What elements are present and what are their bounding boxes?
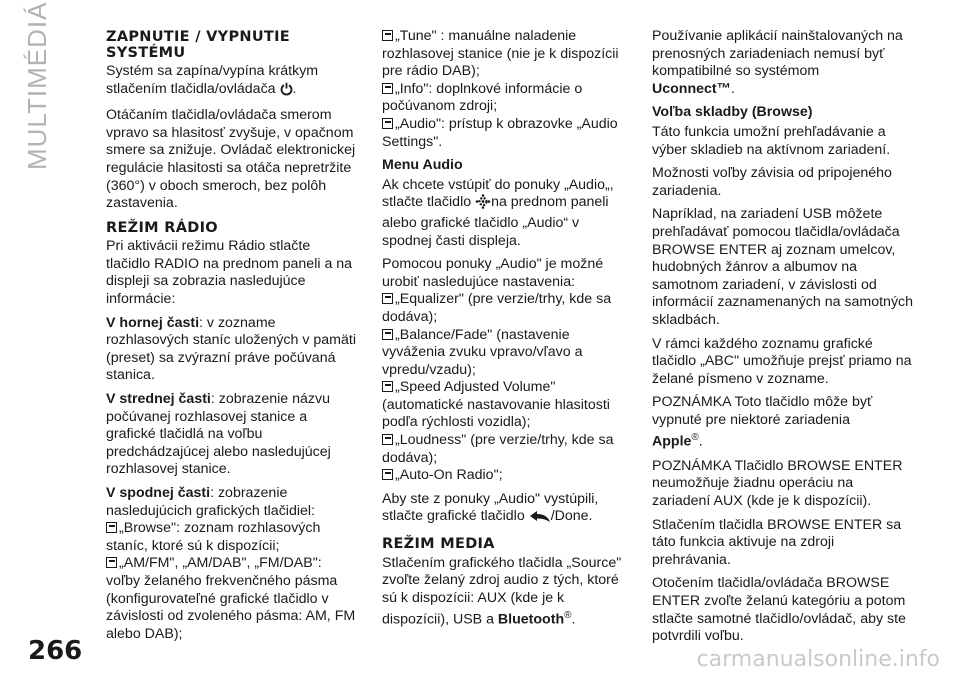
paragraph-radio-intro: Pri aktivácii režimu Rádio stlačte tlačidlo RADIO na prednom paneli a na displeji sa zobrazia nasledujúce informácie:	[106, 238, 353, 308]
column-3	[652, 28, 914, 652]
paragraph-abc: V rámci každého zoznamu grafické tlačidlo „ABC" umožňuje prejsť priamo na želané písmeno v zozname.	[652, 335, 912, 387]
subheading-audio-menu: Menu Audio	[382, 157, 463, 174]
settings-gear-icon	[475, 194, 491, 215]
column-2	[382, 28, 630, 636]
list-item: „Browse": zoznam rozhlasových staníc, ktoré sú k dispozícii;	[106, 520, 321, 554]
list-item: „Auto-On Radio";	[382, 467, 630, 485]
list-item: „AM/FM", „AM/DAB", „FM/DAB": voľby želaného frekvenčného pásma (konfigurovateľné grafické tlačidlo v závislosti od zvoleného pásma: AM, FM alebo DAB);	[106, 555, 356, 642]
back-arrow-icon	[529, 510, 551, 529]
watermark: carmanualsonline.info	[696, 647, 940, 672]
paragraph-note-aux: POZNÁMKA Tlačidlo BROWSE ENTER neumožňuje žiadnu operáciu na zariadení AUX (kde je k dispozícii).	[652, 457, 903, 509]
bullet-icon	[382, 381, 393, 392]
power-icon	[280, 82, 293, 102]
heading-power: ZAPNUTIE / VYPNUTIE SYSTÉMU	[106, 29, 291, 61]
paragraph-audio-exit: Aby ste z ponuky „Audio" vystúpili, stlačte grafické tlačidlo /Done.	[382, 491, 630, 529]
paragraph-audio-enter: Ak chcete vstúpiť do ponuky „Audio„, stlačte tlačidlo na prednom paneli alebo grafické tlačidlo „Audio“ v spodnej časti displeja.	[382, 176, 614, 249]
bullet-icon	[382, 469, 393, 480]
paragraph-options: Možnosti voľby závisia od pripojeného zariadenia.	[652, 165, 892, 199]
bullet-icon	[382, 434, 393, 445]
list-item: „Equalizer" (pre verzie/trhy, kde sa dodáva);	[382, 291, 612, 325]
list-item: „Loudness" (pre verzie/trhy, kde sa dodáva);	[382, 432, 614, 466]
column-1	[106, 28, 358, 643]
list-item: „Tune" : manuálne naladenie rozhlasovej stanice (nie je k dispozícii pre rádio DAB);	[382, 28, 619, 80]
paragraph-bottom: V spodnej časti: zobrazenie nasledujúcich grafických tlačidiel:	[106, 484, 315, 519]
paragraph-note-apple: POZNÁMKA Toto tlačidlo môže byť vypnuté pre niektoré zariadenia Apple®.	[652, 394, 873, 451]
bullet-icon	[382, 30, 393, 41]
paragraph-apps: Používanie aplikácií nainštalovaných na prenosných zariadeniach nemusí byť kompatibilné so systémom Uconnect™.	[652, 28, 903, 97]
bullet-icon	[382, 293, 393, 304]
paragraph-middle: V strednej časti: zobrazenie názvu počúvanej rozhlasovej stanice a grafické tlačidlá na voľbu predchádzajúcej alebo nasledujúcej rozhlasovej stanice.	[106, 391, 331, 478]
paragraph-power: Systém sa zapína/vypína krátkym stlačením tlačidla/ovládača .	[106, 63, 358, 101]
bullet-icon	[382, 329, 393, 340]
paragraph-audio-settings: Pomocou ponuky „Audio" je možné urobiť nasledujúce nastavenia:	[382, 256, 604, 290]
list-item: „Speed Adjusted Volume" (automatické nastavovanie hlasitosti podľa rýchlosti vozidla);	[382, 379, 610, 431]
paragraph-media-source: Stlačením grafického tlačidla „Source" zvoľte želaný zdroj audio z tých, ktoré sú k dispozícii: AUX (kde je k dispozícii), USB a Bluetooth®.	[382, 554, 622, 629]
section-side-label: MULTIMÉDIÁ	[22, 1, 52, 170]
page-number: 266	[28, 636, 83, 666]
list-item: „Info": doplnkové informácie o počúvanom zdroji;	[382, 80, 583, 115]
bullet-icon	[106, 522, 117, 533]
bullet-icon	[382, 118, 393, 129]
paragraph-rotate: Otočením tlačidla/ovládača BROWSE ENTER zvoľte želanú kategóriu a potom stlačte samotné tlačidlo/ovládač, aby ste potvrdili voľbu.	[652, 575, 906, 645]
paragraph-browse-enter: Stlačením tlačidla BROWSE ENTER sa táto funkcia aktivuje na zdroji prehrávania.	[652, 516, 902, 568]
paragraph-example: Napríklad, na zariadení USB môžete prehľadávať pomocou tlačidla/ovládača BROWSE ENTER aj zoznam umelcov, hudobných žánrov a albumov na samotnom zariadení, v závislosti od informácií zaznamenaných na samotných skladbách.	[652, 206, 914, 328]
bullet-icon	[382, 83, 393, 94]
list-item: „Balance/Fade" (nastavenie vyváženia zvuku vpravo/vľavo a vpredu/vzadu);	[382, 326, 583, 378]
bullet-icon	[106, 557, 117, 568]
paragraph-browse: Táto funkcia umožní prehľadávanie a výber skladieb na aktívnom zariadení.	[652, 123, 891, 158]
subheading-browse: Voľba skladby (Browse)	[652, 104, 813, 121]
list-item: „Audio": prístup k obrazovke „Audio Settings".	[382, 115, 618, 150]
heading-radio-mode: REŽIM RÁDIO	[106, 219, 218, 236]
paragraph-volume: Otáčaním tlačidla/ovládača smerom vpravo sa hlasitosť zvyšuje, v opačnom smere sa znižuje. Ovládač elektronickej regulácie hlasitosti sa otáča nepretržite (360°) v oboch smeroch, bez polôh zastavenia.	[106, 107, 356, 212]
paragraph-top: V hornej časti: v zozname rozhlasových staníc uložených v pamäti (preset) sa zvýrazní práve počúvaná stanica.	[106, 314, 356, 384]
heading-media-mode: REŽIM MEDIA	[382, 536, 495, 553]
